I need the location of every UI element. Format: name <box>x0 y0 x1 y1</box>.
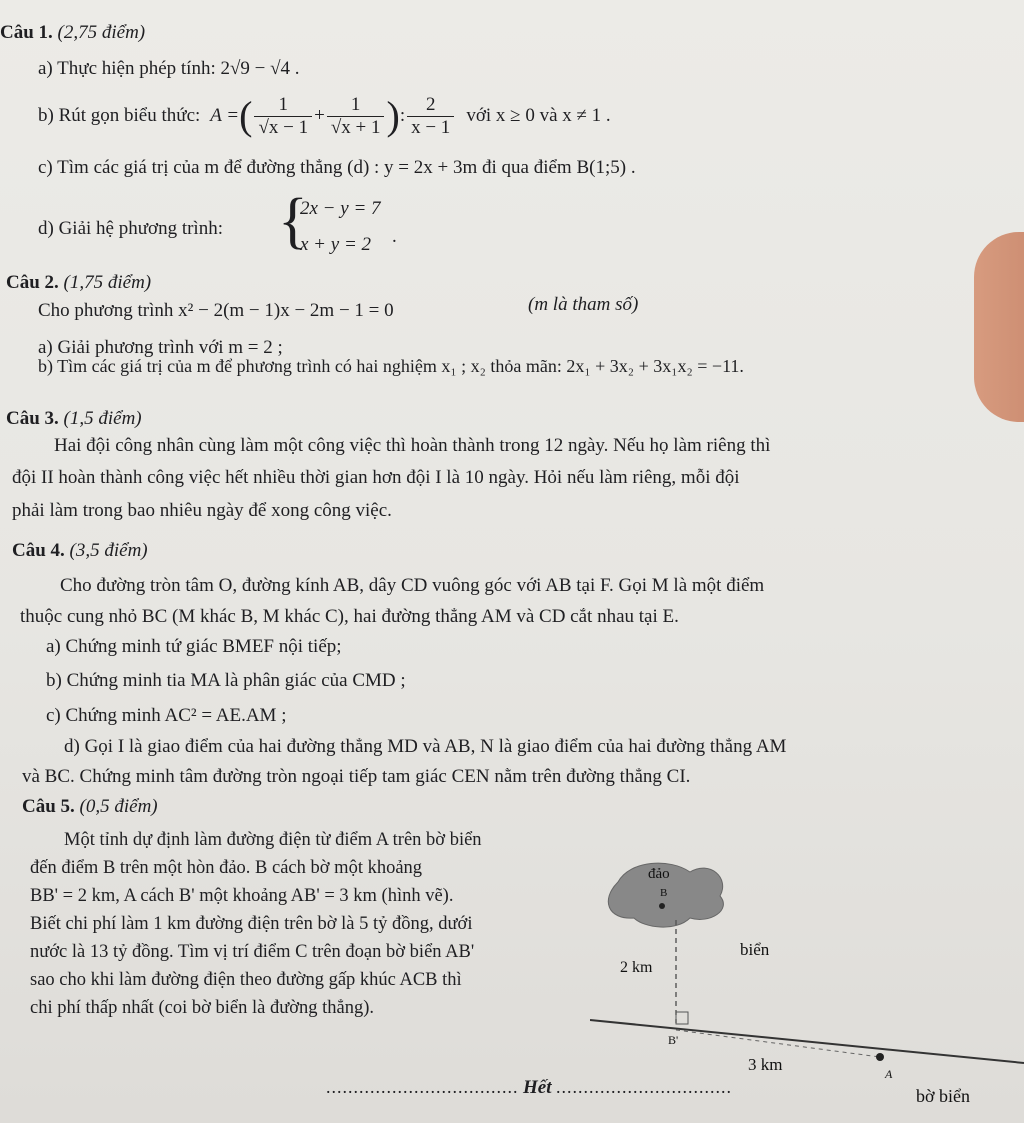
frac1-num: 1 <box>254 94 312 117</box>
frac3-den: x − 1 <box>411 116 451 138</box>
q5-title: Câu 5. <box>22 796 75 817</box>
q5-heading <box>22 796 158 818</box>
q5-line3: BB' = 2 km, A cách B' một khoảng AB' = 3 km (hình vẽ). <box>30 886 454 906</box>
shore-line <box>590 1020 1024 1063</box>
q4-part-a: a) Chứng minh tứ giác BMEF nội tiếp; <box>46 636 342 657</box>
q1-part-c: c) Tìm các giá trị của m để đường thẳng (d) : y = 2x + 3m đi qua điểm B(1;5) . <box>38 157 636 178</box>
q1-d-eq2: x + y = 2 <box>300 234 372 255</box>
q4-part-c: c) Chứng minh AC² = AE.AM ; <box>46 705 287 726</box>
q4-part-d2: và BC. Chứng minh tâm đường tròn ngoại tiếp tam giác CEN nằm trên đường thẳng CI. <box>22 766 691 787</box>
shore-label: bờ biển <box>916 1086 971 1106</box>
q2-title: Câu 2. <box>6 272 59 293</box>
q4-line1: Cho đường tròn tâm O, đường kính AB, dây CD vuông góc với AB tại F. Gọi M là một điểm <box>60 575 765 596</box>
colon-sign: : <box>399 105 406 127</box>
q4-points: (3,5 điểm) <box>69 540 148 561</box>
sea-label: biển <box>740 940 770 959</box>
q1-d-end: . <box>392 226 397 247</box>
q4-part-b: b) Chứng minh tia MA là phân giác của CMD ; <box>46 670 406 691</box>
dots-right: ................................ <box>556 1077 732 1097</box>
q5-line1: Một tỉnh dự định làm đường điện từ điểm A trên bờ biển <box>64 830 482 850</box>
frac1-den: √x − 1 <box>258 116 309 138</box>
q2-heading <box>6 272 151 294</box>
q1-part-d-label: d) Giải hệ phương trình: <box>38 218 223 239</box>
finger-shadow <box>974 232 1024 422</box>
q1-title: Câu 1. <box>0 22 53 43</box>
q1-b-label: b) Rút gọn biểu thức: <box>38 105 201 127</box>
island-label: đảo <box>648 866 670 882</box>
q4-line2: thuộc cung nhỏ BC (M khác B, M khác C), hai đường thẳng AM và CD cắt nhau tại E. <box>20 606 679 627</box>
q5-line2: đến điểm B trên một hòn đảo. B cách bờ một khoảng <box>30 858 423 878</box>
q1-d-eq1: 2x − y = 7 <box>300 198 381 219</box>
q2-intro: Cho phương trình x² − 2(m − 1)x − 2m − 1 = 0 <box>38 300 394 321</box>
system-brace: { <box>278 187 308 255</box>
q1-b-condition: với x ≥ 0 và x ≠ 1 . <box>466 105 611 127</box>
plus-sign: + <box>314 105 325 127</box>
q1-part-a: a) Thực hiện phép tính: 2√9 − √4 . <box>38 58 300 79</box>
q4-part-d1: d) Gọi I là giao điểm của hai đường thẳng MD và AB, N là giao điểm của hai đường thẳng AM <box>64 736 787 757</box>
q3-title: Câu 3. <box>6 408 59 429</box>
q2-points: (1,75 điểm) <box>63 272 152 293</box>
q4-title: Câu 4. <box>12 540 65 561</box>
q1-b-lhs: A = <box>210 105 240 127</box>
q2-param: (m là tham số) <box>528 294 639 315</box>
q3-line3: phải làm trong bao nhiêu ngày để xong công việc. <box>12 500 392 521</box>
point-b-label: B <box>660 887 668 899</box>
q5-line4: Biết chi phí làm 1 km đường điện trên bờ là 5 tỷ đồng, dưới <box>30 914 473 934</box>
q1-b-frac3 <box>407 94 454 139</box>
q3-points: (1,5 điểm) <box>63 408 142 429</box>
close-paren: ) <box>386 93 400 138</box>
q2-part-a: a) Giải phương trình với m = 2 ; <box>38 337 283 358</box>
q1-b-frac1 <box>254 94 312 139</box>
point-a-label: A <box>885 1067 893 1081</box>
ab-prime-line <box>676 1030 880 1057</box>
right-angle-mark <box>676 1012 688 1024</box>
point-a-dot <box>876 1053 884 1061</box>
q1-b-frac2 <box>327 94 385 139</box>
end-label: Hết <box>523 1077 552 1098</box>
q5-line5: nước là 13 tỷ đồng. Tìm vị trí điểm C trên đoạn bờ biển AB' <box>30 942 475 962</box>
point-b-dot <box>659 903 665 909</box>
q1-points: (2,75 điểm) <box>57 22 146 43</box>
dots-left: ................................... <box>326 1077 519 1097</box>
frac2-den: √x + 1 <box>330 116 381 138</box>
q1-heading <box>0 22 145 44</box>
open-paren: ( <box>239 93 253 138</box>
q3-heading <box>6 408 142 430</box>
dist-bb-label: 2 km <box>620 959 653 976</box>
q5-line6: sao cho khi làm đường điện theo đường gấp khúc ACB thì <box>30 970 462 990</box>
q2-part-b: b) Tìm các giá trị của m để phương trình có hai nghiệm x₁ ; x₂ thỏa mãn: 2x₁ + 3x₂ + 3x₁x₂ = −11. <box>38 356 744 376</box>
point-bprime-label: B' <box>668 1033 679 1047</box>
q1-part-b <box>38 88 611 144</box>
q3-line1: Hai đội công nhân cùng làm một công việc thì hoàn thành trong 12 ngày. Nếu họ làm riêng thì <box>54 435 771 456</box>
footer <box>326 1077 732 1099</box>
frac2-num: 1 <box>327 94 385 117</box>
q4-heading <box>12 540 148 562</box>
q3-line2: đội II hoàn thành công việc hết nhiều thời gian hơn đội I là 10 ngày. Hỏi nếu làm riêng, mỗi đội <box>12 467 740 488</box>
q5-line7: chi phí thấp nhất (coi bờ biển là đường thẳng). <box>30 998 375 1018</box>
frac3-num: 2 <box>407 94 454 117</box>
dist-ab-label: 3 km <box>748 1055 783 1074</box>
q5-points: (0,5 điểm) <box>79 796 158 817</box>
